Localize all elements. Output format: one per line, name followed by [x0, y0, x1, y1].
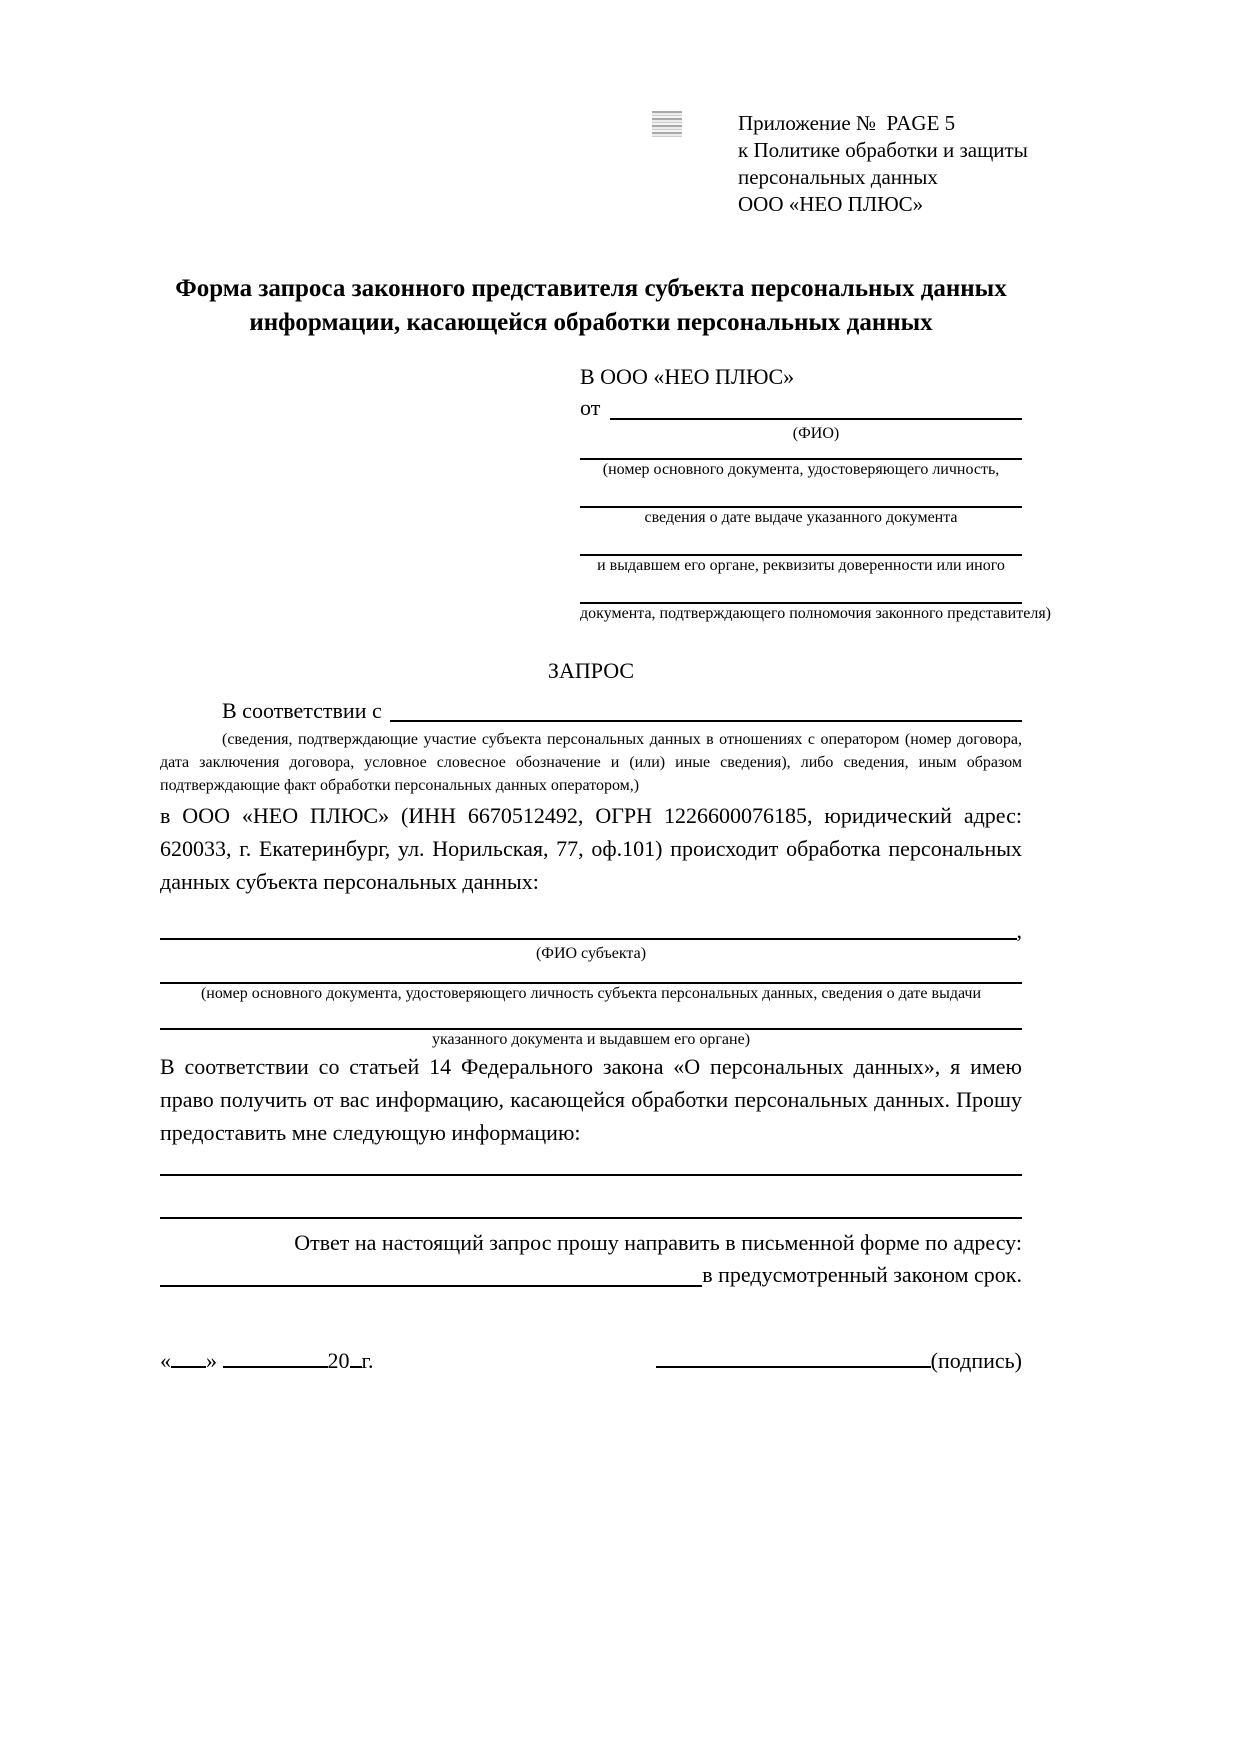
reply-address-field[interactable] — [160, 1285, 702, 1287]
authority-document-caption: документа, подтверждающего полномочия законного представителя) — [580, 605, 1051, 622]
subject-id-document-field[interactable] — [160, 964, 1022, 984]
subject-fio-field[interactable] — [160, 938, 1017, 940]
signature-field[interactable] — [656, 1350, 931, 1368]
signature-caption: (подпись) — [930, 1348, 1022, 1373]
quote-close: » — [206, 1348, 217, 1373]
fio-caption: (ФИО) — [792, 425, 840, 442]
signature-part — [656, 1346, 1022, 1376]
issuing-authority-caption: и выдавшем его органе, реквизиты доверенности или иного — [597, 557, 1005, 574]
issue-date-caption: сведения о дате выдаче указанного документа — [644, 509, 958, 526]
id-document-caption: (номер основного документа, удостоверяющего личность, — [602, 461, 1000, 478]
reply-address-row — [160, 1259, 1022, 1291]
subject-id-authority-field[interactable] — [160, 1004, 1022, 1030]
subject-fio-caption: (ФИО субъекта) — [535, 945, 647, 962]
reply-deadline-text: в предусмотренный законом срок. — [702, 1262, 1022, 1287]
attachment-header-line: Приложение № PAGE 5 — [738, 111, 956, 135]
date-part — [160, 1346, 374, 1376]
from-label: от — [580, 395, 601, 420]
law-paragraph: В соответствии со статьей 14 Федерального закона «О персональных данных», я имею право получить от вас информацию, касающейся обработки персональных данных. Прошу предоставить мне следующую информацию: — [160, 1054, 1022, 1145]
issue-date-field[interactable] — [580, 480, 1022, 508]
accordance-basis-field[interactable] — [390, 720, 1022, 722]
representative-fio-field[interactable] — [610, 418, 1022, 420]
from-row — [580, 392, 1022, 424]
reply-address-text: Ответ на настоящий запрос прошу направить в письменной форме по адресу: — [294, 1230, 1022, 1255]
year-suffix: г. — [361, 1348, 374, 1373]
quote-open: « — [160, 1348, 171, 1373]
year-prefix: 20 — [327, 1348, 350, 1373]
id-document-number-field[interactable] — [580, 444, 1022, 460]
trailing-comma: , — [1016, 918, 1022, 943]
accordance-row — [160, 696, 1022, 726]
recipient-organization: В ООО «НЕО ПЛЮС» — [580, 364, 795, 389]
accordance-note: (сведения, подтверждающие участие субъекта персональных данных в отношениях с оператором (номер договора, дата заключения договора, условное словесное обозначение и (или) иные сведения), либо сведения, иным образом подтверждающие факт обработки персональных данных оператором,) — [160, 731, 1022, 794]
attachment-header-line: персональных данных — [738, 165, 938, 189]
month-field[interactable] — [223, 1350, 328, 1368]
subject-id-authority-caption: указанного документа и выдавшем его органе) — [431, 1031, 751, 1048]
requested-info-field-2[interactable] — [160, 1176, 1022, 1219]
request-heading: ЗАПРОС — [547, 658, 635, 683]
document-title: Форма запроса законного представителя субъекта персональных данных информации, касающейся обработки персональных данных — [175, 275, 1007, 336]
subject-id-document-caption: (номер основного документа, удостоверяющего личность субъекта персональных данных, сведения о дате выдачи — [200, 985, 982, 1002]
signature-row — [160, 1346, 1022, 1376]
attachment-header-line: к Политике обработки и защиты — [738, 138, 1028, 162]
operator-paragraph: в ООО «НЕО ПЛЮС» (ИНН 6670512492, ОГРН 1226600076185, юридический адрес: 620033, г. Екатеринбург, ул. Норильская, 77, оф.101) происходит обработка персональных данных субъекта персональных данных: — [160, 803, 1022, 894]
issuing-authority-field[interactable] — [580, 528, 1022, 556]
recipient-block — [580, 362, 1051, 624]
authority-document-field[interactable] — [580, 576, 1022, 604]
document-body — [160, 0, 1051, 1376]
attachment-header-line: ООО «НЕО ПЛЮС» — [738, 192, 924, 216]
subject-fio-row — [160, 918, 1022, 944]
year-field[interactable] — [350, 1350, 362, 1368]
day-field[interactable] — [171, 1350, 206, 1368]
accordance-label: В соответствии с — [222, 698, 382, 723]
